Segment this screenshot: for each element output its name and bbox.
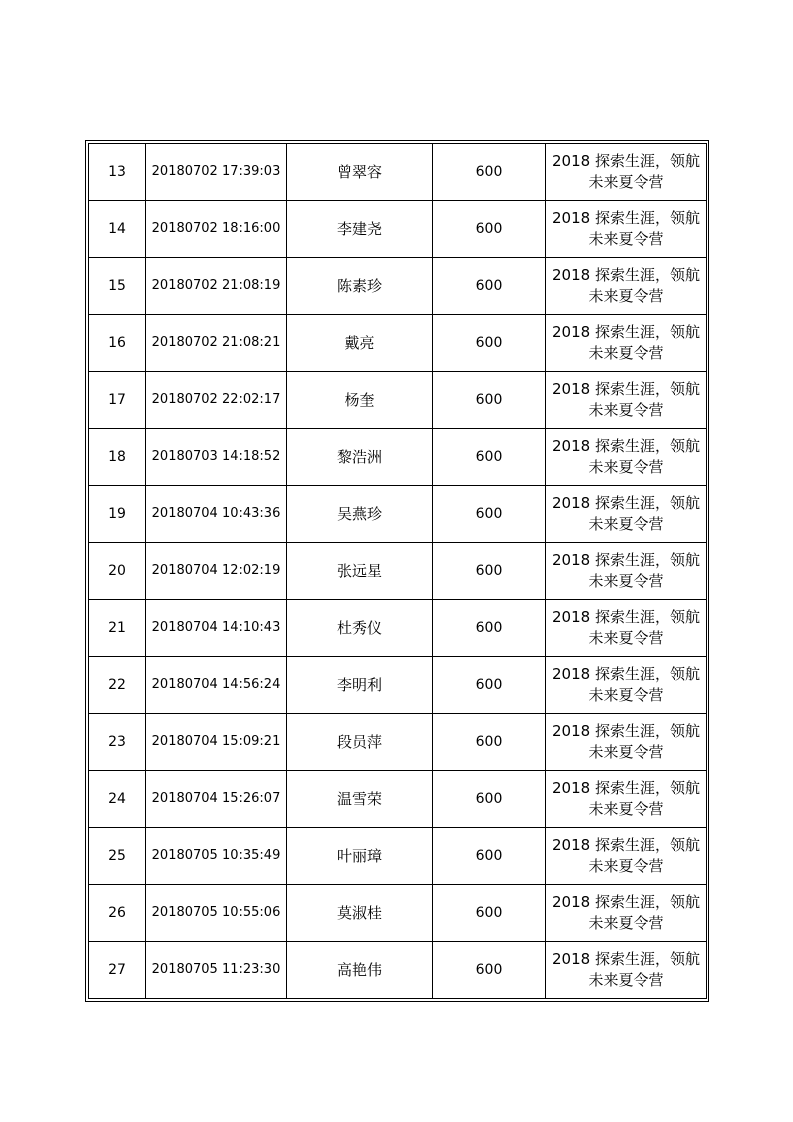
table-row: [89, 600, 707, 657]
timestamp-cell: 20180704 12:02:19: [146, 543, 287, 600]
row-number-cell: 25: [89, 828, 146, 885]
row-number-cell: 16: [89, 315, 146, 372]
project-cell: 2018 探索生涯，领航未来夏令营: [546, 714, 707, 771]
amount-cell: 600: [433, 942, 546, 999]
amount-cell: 600: [433, 486, 546, 543]
donor-name-cell: 莫淑桂: [287, 885, 433, 942]
table-row: [89, 543, 707, 600]
amount-cell: 600: [433, 315, 546, 372]
project-cell: 2018 探索生涯，领航未来夏令营: [546, 486, 707, 543]
donor-name-cell: 李建尧: [287, 201, 433, 258]
project-cell: 2018 探索生涯，领航未来夏令营: [546, 600, 707, 657]
project-cell: 2018 探索生涯，领航未来夏令营: [546, 372, 707, 429]
donor-name-cell: 戴亮: [287, 315, 433, 372]
amount-cell: 600: [433, 144, 546, 201]
donor-name-cell: 段员萍: [287, 714, 433, 771]
amount-cell: 600: [433, 372, 546, 429]
table-row: [89, 828, 707, 885]
project-cell: 2018 探索生涯，领航未来夏令营: [546, 315, 707, 372]
timestamp-cell: 20180704 10:43:36: [146, 486, 287, 543]
timestamp-cell: 20180704 14:56:24: [146, 657, 287, 714]
project-cell: 2018 探索生涯，领航未来夏令营: [546, 771, 707, 828]
row-number-cell: 22: [89, 657, 146, 714]
project-cell: 2018 探索生涯，领航未来夏令营: [546, 657, 707, 714]
timestamp-cell: 20180705 10:55:06: [146, 885, 287, 942]
donation-table-frame: [85, 140, 709, 1002]
row-number-cell: 14: [89, 201, 146, 258]
table-body: [89, 144, 707, 999]
timestamp-cell: 20180704 14:10:43: [146, 600, 287, 657]
row-number-cell: 18: [89, 429, 146, 486]
table-row: [89, 771, 707, 828]
timestamp-cell: 20180702 17:39:03: [146, 144, 287, 201]
row-number-cell: 13: [89, 144, 146, 201]
row-number-cell: 23: [89, 714, 146, 771]
donor-name-cell: 吴燕珍: [287, 486, 433, 543]
donor-name-cell: 叶丽璋: [287, 828, 433, 885]
project-cell: 2018 探索生涯，领航未来夏令营: [546, 429, 707, 486]
amount-cell: 600: [433, 657, 546, 714]
amount-cell: 600: [433, 771, 546, 828]
timestamp-cell: 20180702 21:08:21: [146, 315, 287, 372]
table-row: [89, 201, 707, 258]
timestamp-cell: 20180702 22:02:17: [146, 372, 287, 429]
table-row: [89, 714, 707, 771]
amount-cell: 600: [433, 543, 546, 600]
table-row: [89, 315, 707, 372]
table-row: [89, 885, 707, 942]
project-cell: 2018 探索生涯，领航未来夏令营: [546, 828, 707, 885]
donor-name-cell: 张远星: [287, 543, 433, 600]
donor-name-cell: 高艳伟: [287, 942, 433, 999]
amount-cell: 600: [433, 600, 546, 657]
row-number-cell: 15: [89, 258, 146, 315]
amount-cell: 600: [433, 714, 546, 771]
timestamp-cell: 20180704 15:26:07: [146, 771, 287, 828]
project-cell: 2018 探索生涯，领航未来夏令营: [546, 942, 707, 999]
project-cell: 2018 探索生涯，领航未来夏令营: [546, 885, 707, 942]
table-row: [89, 657, 707, 714]
project-cell: 2018 探索生涯，领航未来夏令营: [546, 201, 707, 258]
timestamp-cell: 20180704 15:09:21: [146, 714, 287, 771]
row-number-cell: 24: [89, 771, 146, 828]
timestamp-cell: 20180705 11:23:30: [146, 942, 287, 999]
donor-name-cell: 曾翠容: [287, 144, 433, 201]
project-cell: 2018 探索生涯，领航未来夏令营: [546, 543, 707, 600]
table-row: [89, 486, 707, 543]
row-number-cell: 27: [89, 942, 146, 999]
donor-name-cell: 杨奎: [287, 372, 433, 429]
donor-name-cell: 陈素珍: [287, 258, 433, 315]
table-row: [89, 144, 707, 201]
timestamp-cell: 20180702 18:16:00: [146, 201, 287, 258]
amount-cell: 600: [433, 258, 546, 315]
table-row: [89, 258, 707, 315]
timestamp-cell: 20180703 14:18:52: [146, 429, 287, 486]
table-row: [89, 429, 707, 486]
timestamp-cell: 20180702 21:08:19: [146, 258, 287, 315]
amount-cell: 600: [433, 201, 546, 258]
donor-name-cell: 黎浩洲: [287, 429, 433, 486]
donor-name-cell: 温雪荣: [287, 771, 433, 828]
row-number-cell: 19: [89, 486, 146, 543]
amount-cell: 600: [433, 885, 546, 942]
project-cell: 2018 探索生涯，领航未来夏令营: [546, 144, 707, 201]
donation-table: [88, 143, 707, 999]
project-cell: 2018 探索生涯，领航未来夏令营: [546, 258, 707, 315]
row-number-cell: 21: [89, 600, 146, 657]
row-number-cell: 26: [89, 885, 146, 942]
row-number-cell: 20: [89, 543, 146, 600]
table-row: [89, 942, 707, 999]
timestamp-cell: 20180705 10:35:49: [146, 828, 287, 885]
table-row: [89, 372, 707, 429]
donor-name-cell: 李明利: [287, 657, 433, 714]
amount-cell: 600: [433, 828, 546, 885]
row-number-cell: 17: [89, 372, 146, 429]
amount-cell: 600: [433, 429, 546, 486]
donor-name-cell: 杜秀仪: [287, 600, 433, 657]
